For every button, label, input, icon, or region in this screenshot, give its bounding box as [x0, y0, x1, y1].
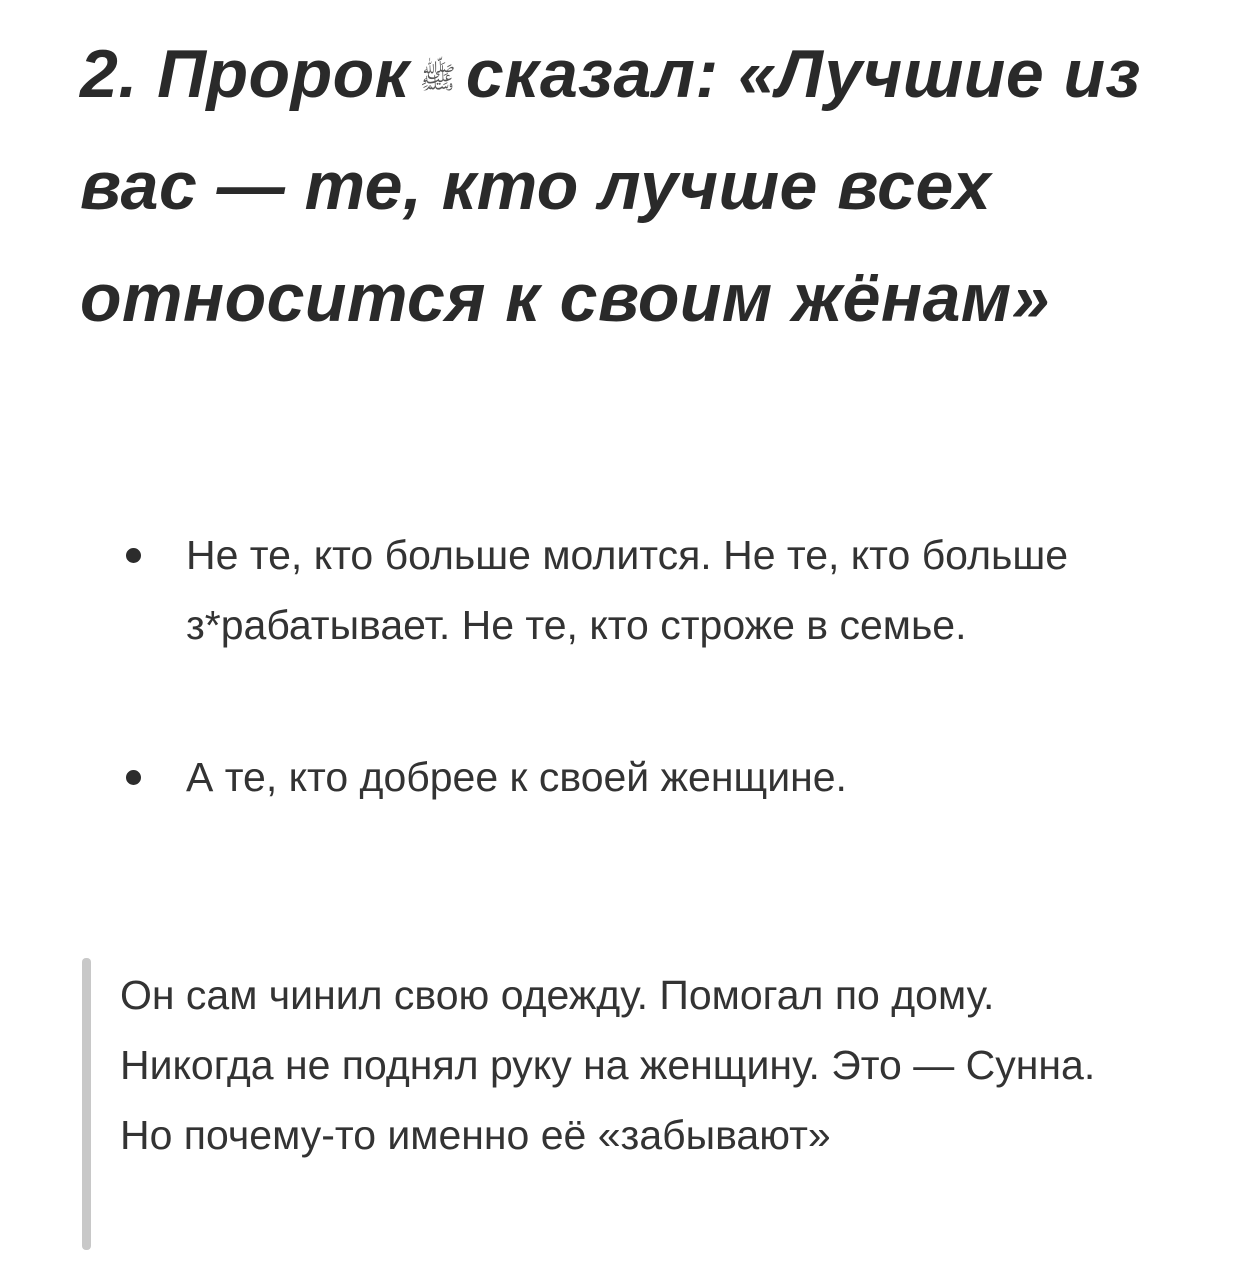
article-heading — [80, 18, 1200, 354]
bullet-text: Не те, кто больше молится. Не те, кто больше з*рабатывает. Не те, кто строже в семье. — [186, 532, 1069, 648]
blockquote-bar — [82, 958, 91, 1250]
bullet-text: А те, кто добрее к своей женщине. — [186, 754, 847, 800]
heading-prefix: 2. Пророк — [80, 36, 410, 112]
heading-quote: сказал: «Лучшие из вас — те, кто лучше всех относится к своим жёнам» — [80, 36, 1141, 336]
bullet-item — [120, 742, 1180, 812]
bullet-dot-icon — [126, 770, 141, 785]
blockquote-text: Он сам чинил свою одежду. Помогал по дому. Никогда не поднял руку на женщину. Это — Сунна. Но почему-то именно её «забывают» — [120, 972, 1096, 1158]
blockquote — [82, 958, 1162, 1250]
bullet-dot-icon — [126, 548, 141, 563]
salawat-honorific-icon: ﷺ — [419, 61, 456, 97]
bullet-item — [120, 520, 1180, 660]
bullet-list — [120, 520, 1180, 812]
